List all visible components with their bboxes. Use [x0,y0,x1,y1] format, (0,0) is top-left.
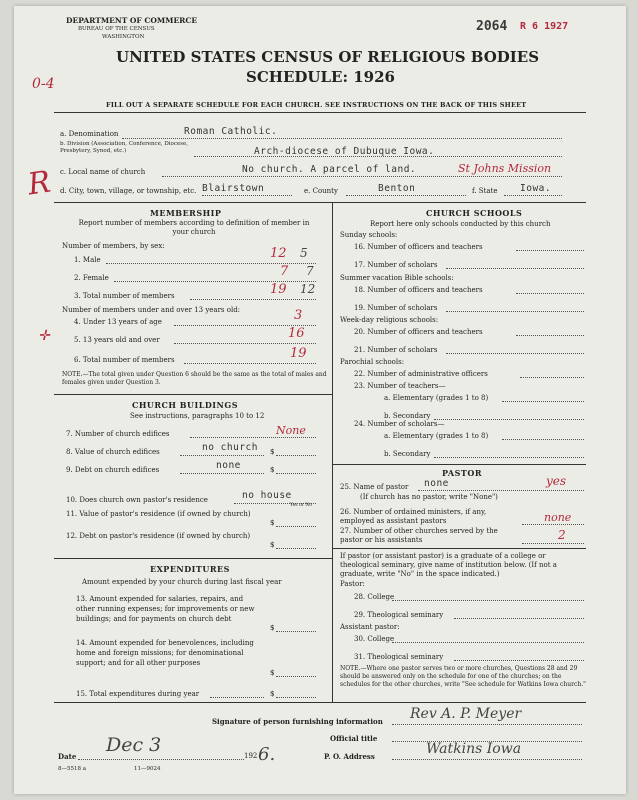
q10-label: 10. Does church own pastor's residence [66,496,208,504]
q29-label: 29. Theological seminary [354,611,444,619]
weekday-label: Week-day religious schools: [340,316,439,324]
q25-label: 25. Name of pastor [340,483,409,491]
q6-line [184,363,316,364]
signature-value: Rev A. P. Meyer [410,706,522,722]
q9-label: 9. Debt on church edifices [66,466,160,474]
q6-label: 6. Total number of members [74,356,175,364]
pastor-title: PASTOR [442,468,482,478]
q1-value-b: 5 [300,246,308,260]
q14-dollar: $ [270,669,275,677]
instruction-line: FILL OUT A SEPARATE SCHEDULE FOR EACH CHURCH. SEE INSTRUCTIONS ON THE BACK OF THIS SHEET [106,101,527,109]
year-handwritten: 6. [258,744,276,765]
q13-label: 13. Amount expended for salaries, repairs, and other running expenses; for improvements or new buildings; and for payments on church debt [76,595,255,623]
q15-label: 15. Total expenditures during year [76,690,200,698]
schedule-title: SCHEDULE: 1926 [246,68,395,86]
q1-value-a: 12 [270,246,287,261]
q5-line [174,343,316,344]
q8-dollar: $ [270,448,275,456]
denomination-line [122,138,562,139]
date-value: Dec 3 [106,734,162,756]
q27-value: 2 [558,528,566,542]
pastor-divider [332,464,586,465]
q8-line [180,455,264,456]
division-value: Arch-diocese of Dubuque Iowa. [254,146,435,157]
church-name-label: c. Local name of church [60,168,146,176]
q12-dollar: $ [270,541,275,549]
q5-value: 16 [288,326,305,341]
po-address-label: P. O. Address [324,752,375,761]
q3-line [190,299,316,300]
q11-label: 11. Value of pastor's residence (if owned by church) [66,510,251,518]
q9-line [180,473,264,474]
age-intro: Number of members under and over 13 years old: [62,306,241,314]
q28-line [392,600,584,601]
sunday-label: Sunday schools: [340,231,398,239]
q9-dollar: $ [270,466,275,474]
church-name-handwritten: St Johns Mission [458,162,552,175]
q25-hint: (If church has no pastor, write "None") [360,493,498,501]
county-label: e. County [304,187,338,195]
q25-line [418,490,584,491]
q7-line [190,437,316,438]
q24-label: 24. Number of scholars— [354,420,445,428]
q20-line [516,335,584,336]
schools-intro: Report here only schools conducted by this church [370,220,551,228]
q3-label: 3. Total number of members [74,292,175,300]
official-title-label: Official title [330,734,378,743]
q4-label: 4. Under 13 years of age [74,318,162,326]
city-value: Blairstown [202,183,265,194]
pastor-sub-label: Pastor: [340,580,365,588]
pastor-note: NOTE.—Where one pastor serves two or more churches, Questions 28 and 29 should be answered only on the schedule for one of the churches; on the schedules for the other churches, write "See schedule for Watkins Iowa church." [340,665,586,688]
q12-label: 12. Debt on pastor's residence (if owned by church) [66,532,251,540]
q13-dollar-line [276,631,316,632]
po-address-value: Watkins Iowa [426,741,522,757]
margin-tick-mark: ✛ [38,328,50,344]
census-schedule-sheet [14,6,626,794]
signature-label: Signature of person furnishing information [212,717,383,726]
church-name-value: No church. A parcel of land. [242,164,417,175]
buildings-title: CHURCH BUILDINGS [132,400,238,410]
q8-label: 8. Value of church edifices [66,448,160,456]
q17-line [446,268,584,269]
form-title: UNITED STATES CENSUS OF RELIGIOUS BODIES [116,48,540,66]
denomination-value: Roman Catholic. [184,126,278,137]
q26-label: 26. Number of ordained ministers, if any, employed as assistant pastors [340,508,487,525]
q6-value: 19 [290,346,307,361]
membership-title: MEMBERSHIP [150,208,222,218]
q8-dollar-line [276,455,316,456]
column-divider [332,202,333,702]
q30-label: 30. College [354,635,395,643]
q13-dollar: $ [270,624,275,632]
q15-dollar: $ [270,690,275,698]
state-label: f. State [472,187,498,195]
church-name-line [162,176,562,177]
q27-line [522,543,584,544]
receipt-stamp-date: R 6 1927 [520,21,569,32]
q21-label: 21. Number of scholars [354,346,438,354]
q23a-label: a. Elementary (grades 1 to 8) [384,394,489,402]
q31-line [454,660,584,661]
q16-label: 16. Number of officers and teachers [354,243,483,251]
membership-intro: Report number of members according to definition of member in your church [78,219,310,236]
q1-label: 1. Male [74,256,101,264]
q9-dollar-line [276,473,316,474]
bureau-name: BUREAU OF THE CENSUS [78,26,155,32]
form-number-2: 11—9024 [134,766,161,772]
q23a-line [502,401,584,402]
q3-value-b: 12 [300,282,316,296]
q23b-line [434,419,584,420]
q2-value-a: 7 [280,264,289,279]
q18-label: 18. Number of officers and teachers [354,286,483,294]
q25-value: none [424,478,449,489]
graduate-note: If pastor (or assistant pastor) is a graduate of a college or theological seminary, give name of institution below. (If not a graduate, write "No" in the space indicated.) [340,552,557,578]
q12-dollar-line [276,548,316,549]
q14-label: 14. Amount expended for benevolences, including home and foreign missions; for denominational support; and for all other purposes [76,639,254,667]
city-label: d. City, town, village, or township, etc. [60,187,197,195]
q18-line [516,293,584,294]
q24b-label: b. Secondary [384,450,431,458]
expenditures-intro: Amount expended by your church during last fiscal year [82,578,282,586]
q11-dollar: $ [270,519,275,527]
q9-value: none [216,460,241,471]
q26-line [522,524,584,525]
q27-label: 27. Number of other churches served by the pastor or his assistants [340,527,498,544]
signature-line [392,724,582,725]
q19-line [446,311,584,312]
state-line [504,195,562,196]
membership-note: NOTE.—The total given under Question 6 should be the same as the total of males and females given under Question 3. [62,371,327,386]
q16-line [516,250,584,251]
q17-label: 17. Number of scholars [354,261,438,269]
county-value: Benton [378,183,416,194]
schools-title: CHURCH SCHOOLS [426,208,523,218]
q28-label: 28. College [354,593,395,601]
q24a-label: a. Elementary (grades 1 to 8) [384,432,489,440]
red-r-mark: R [25,164,53,203]
q2-value-b: 7 [306,264,314,278]
footer-divider [54,702,586,703]
po-address-line [392,759,582,760]
date-label: Date [58,752,77,761]
q14-dollar-line [276,676,316,677]
header-divider [54,112,586,113]
q30-line [392,642,584,643]
section-divider-top [54,202,586,203]
q21-line [446,353,584,354]
city-name: WASHINGTON [102,34,145,40]
q22-line [520,377,584,378]
q19-label: 19. Number of scholars [354,304,438,312]
members-by-sex: Number of members, by sex: [62,242,165,250]
q22-label: 22. Number of administrative officers [354,370,488,378]
q23-label: 23. Number of teachers— [354,382,446,390]
q23b-label: b. Secondary [384,412,431,420]
q2-label: 2. Female [74,274,109,282]
q5-label: 5. 13 years old and over [74,336,160,344]
q10-value: no house [242,490,292,501]
q15-dollar-line [276,697,316,698]
receipt-stamp-number: 2064 [476,19,508,34]
buildings-divider [54,394,332,395]
q29-line [454,618,584,619]
q7-value: None [276,424,306,437]
q26-value: none [544,511,572,524]
q31-label: 31. Theological seminary [354,653,444,661]
q25-handwritten: yes [546,474,567,488]
dept-name: DEPARTMENT OF COMMERCE [66,16,198,25]
q10-hint: Yes or No [290,503,312,508]
corner-handwritten-mark: 0-4 [32,76,55,92]
denomination-label: a. Denomination [60,130,119,138]
summer-label: Summer vacation Bible schools: [340,274,454,282]
form-number: 8—5518 a [58,766,87,772]
assistant-sub-label: Assistant pastor: [340,623,400,631]
grad-divider [332,548,586,549]
q11-dollar-line [276,526,316,527]
q4-value: 3 [294,308,303,323]
q20-label: 20. Number of officers and teachers [354,328,483,336]
q8-value: no church [202,442,258,453]
q7-label: 7. Number of church edifices [66,430,170,438]
county-line [346,195,466,196]
city-line [202,195,292,196]
division-label: b. Division (Association, Conference, Diocese, Presbytery, Synod, etc.) [60,141,188,154]
q24a-line [502,439,584,440]
date-line [78,759,244,760]
q3-value-a: 19 [270,282,287,297]
q24b-line [434,457,584,458]
year-prefix: 192 [244,752,258,760]
expenditures-title: EXPENDITURES [150,564,230,574]
parochial-label: Parochial schools: [340,358,405,366]
q15-line [210,697,264,698]
expenditures-divider [54,558,332,559]
buildings-sub: See instructions, paragraphs 10 to 12 [130,412,265,420]
state-value: Iowa. [520,183,552,194]
